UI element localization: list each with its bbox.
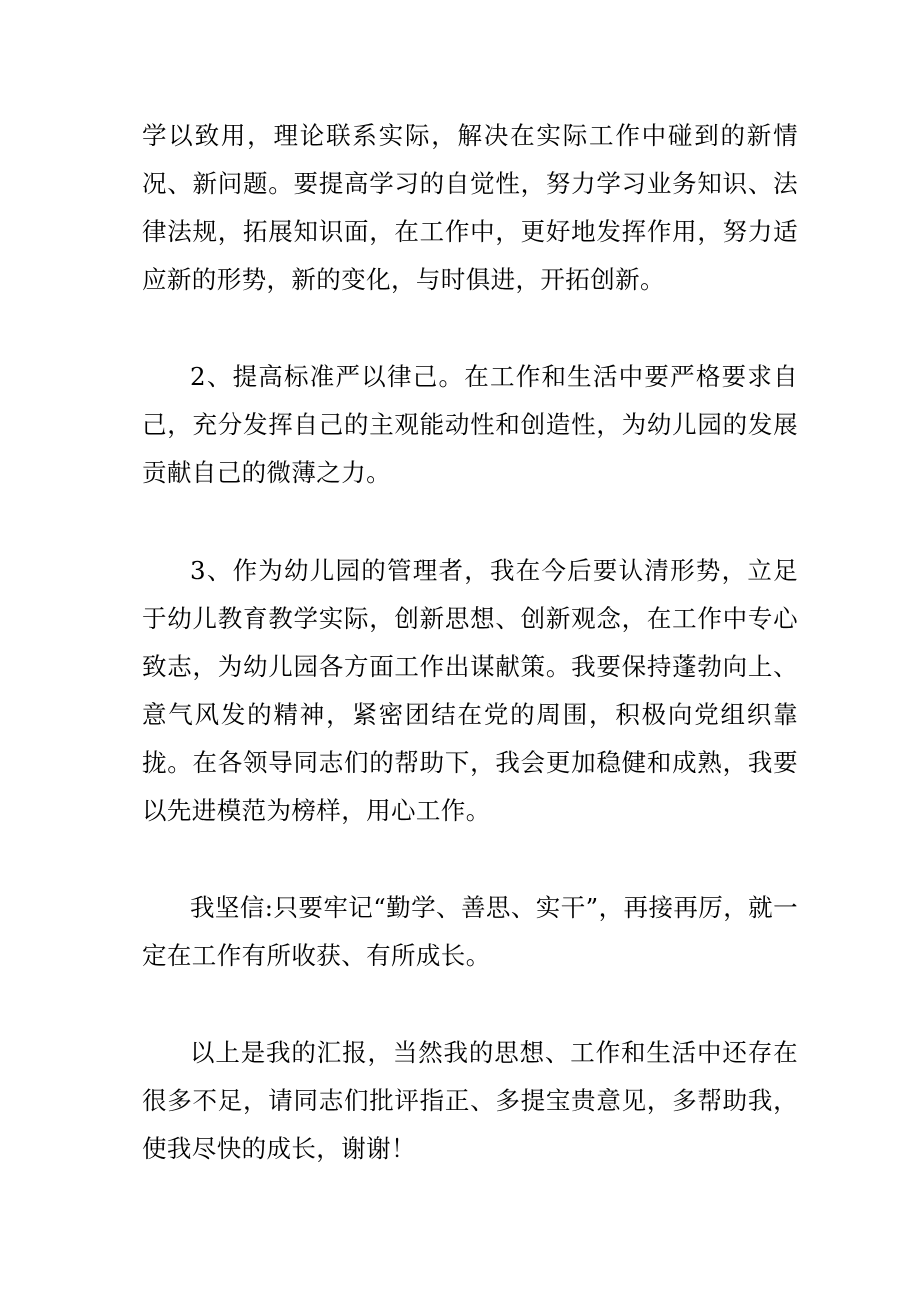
paragraph-point-3: 3、作为幼儿园的管理者，我在今后要认清形势，立足于幼儿教育教学实际，创新思想、创新观念，在工作中专心致志，为幼儿园各方面工作出谋献策。我要保持蓬勃向上、意气风发的精神，紧密团结在党的周围，积极向党组织靠拢。在各领导同志们的帮助下，我会更加稳健和成熟，我要以先进模范为榜样，用心工作。 [142,556,798,825]
paragraph-continuation: 学以致用，理论联系实际，解决在实际工作中碰到的新情况、新问题。要提高学习的自觉性，努力学习业务知识、法律法规，拓展知识面，在工作中，更好地发挥作用，努力适应新的形势，新的变化，与时俱进，开拓创新。 [142,121,798,294]
paragraph-point-2: 2、提高标准严以律己。在工作和生活中要严格要求自己，充分发挥自己的主观能动性和创造性，为幼儿园的发展贡献自己的微薄之力。 [142,362,798,487]
paragraph-closing: 以上是我的汇报，当然我的思想、工作和生活中还存在很多不足，请同志们批评指正、多提宝贵意见，多帮助我，使我尽快的成长，谢谢！ [142,1038,798,1163]
paragraph-belief: 我坚信:只要牢记“勤学、善思、实干”，再接再厉，就一定在工作有所收获、有所成长。 [142,893,798,970]
